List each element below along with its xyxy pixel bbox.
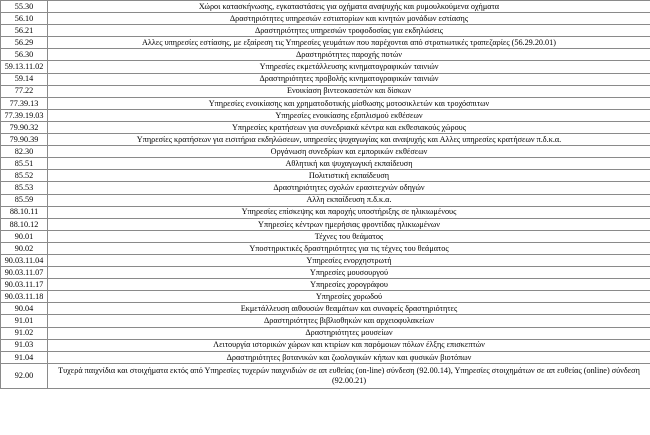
activity-description-cell: Υπηρεσίες ενορχηστρωτή bbox=[48, 254, 650, 266]
activity-code-cell: 59.14 bbox=[1, 73, 48, 85]
table-row bbox=[1, 242, 650, 254]
activity-code-cell: 90.02 bbox=[1, 242, 48, 254]
table-row bbox=[1, 134, 650, 146]
activity-description-cell: Πολιτιστική εκπαίδευση bbox=[48, 170, 650, 182]
activity-code-cell: 92.00 bbox=[1, 363, 48, 388]
activity-code-cell: 88.10.11 bbox=[1, 206, 48, 218]
table-row bbox=[1, 37, 650, 49]
activity-code-cell: 85.51 bbox=[1, 158, 48, 170]
activity-description-cell: Υπηρεσίες ενοικίασης εξοπλισμού εκθέσεων bbox=[48, 109, 650, 121]
table-body bbox=[1, 1, 650, 389]
activity-description-cell: Υπηρεσίες μουσουργού bbox=[48, 267, 650, 279]
activity-code-cell: 91.02 bbox=[1, 327, 48, 339]
table-row bbox=[1, 97, 650, 109]
activity-description-cell: Υποστηρικτικές δραστηριότητες για τις τέχνες του θεάματος bbox=[48, 242, 650, 254]
activity-code-cell: 77.39.19.03 bbox=[1, 109, 48, 121]
activity-code-cell: 85.52 bbox=[1, 170, 48, 182]
activity-description-cell: Δραστηριότητες υπηρεσιών εστιατορίων και κινητών μονάδων εστίασης bbox=[48, 13, 650, 25]
activity-description-cell: Δραστηριότητες σχολών ερασιτεχνών οδηγών bbox=[48, 182, 650, 194]
activity-description-cell: Υπηρεσίες χορωδού bbox=[48, 291, 650, 303]
table-row bbox=[1, 254, 650, 266]
activity-description-cell: Υπηρεσίες κέντρων ημερήσιας φροντίδας ηλικιωμένων bbox=[48, 218, 650, 230]
table-row bbox=[1, 85, 650, 97]
activity-description-cell: Ενοικίαση βιντεοκασετών και δίσκων bbox=[48, 85, 650, 97]
activity-code-cell: 77.22 bbox=[1, 85, 48, 97]
activity-code-cell: 90.03.11.17 bbox=[1, 279, 48, 291]
table-row bbox=[1, 339, 650, 351]
table-row bbox=[1, 61, 650, 73]
activity-description-cell: Αθλητική και ψυχαγωγική εκπαίδευση bbox=[48, 158, 650, 170]
activity-description-cell: Υπηρεσίες εκμετάλλευσης κινηματογραφικών ταινιών bbox=[48, 61, 650, 73]
activity-description-cell: Λειτουργία ιστορικών χώρων και κτιρίων και παρόμοιων πόλων έλξης επισκεπτών bbox=[48, 339, 650, 351]
activity-code-cell: 79.90.39 bbox=[1, 134, 48, 146]
activity-code-cell: 79.90.32 bbox=[1, 121, 48, 133]
table-row bbox=[1, 158, 650, 170]
activity-code-cell: 90.03.11.18 bbox=[1, 291, 48, 303]
table-row bbox=[1, 267, 650, 279]
table-row bbox=[1, 230, 650, 242]
activity-code-cell: 55.30 bbox=[1, 1, 48, 13]
activity-description-cell: Υπηρεσίες επίσκεψης και παροχής υποστήριξης σε ηλικιωμένους bbox=[48, 206, 650, 218]
table-row bbox=[1, 13, 650, 25]
table-row bbox=[1, 121, 650, 133]
table-row bbox=[1, 25, 650, 37]
activity-code-cell: 91.04 bbox=[1, 351, 48, 363]
activity-description-cell: Δραστηριότητες παροχής ποτών bbox=[48, 49, 650, 61]
activity-description-cell: Δραστηριότητες προβολής κινηματογραφικών ταινιών bbox=[48, 73, 650, 85]
activity-description-cell: Χώροι κατασκήνωσης, εγκαταστάσεις για οχήματα αναψυχής και ρυμουλκούμενα οχήματα bbox=[48, 1, 650, 13]
activity-description-cell: Υπηρεσίες χορογράφου bbox=[48, 279, 650, 291]
activity-code-cell: 90.03.11.04 bbox=[1, 254, 48, 266]
table-row bbox=[1, 351, 650, 363]
activity-description-cell: Οργάνωση συνεδρίων και εμπορικών εκθέσεων bbox=[48, 146, 650, 158]
table-row bbox=[1, 49, 650, 61]
activity-code-cell: 91.03 bbox=[1, 339, 48, 351]
activity-code-cell: 85.59 bbox=[1, 194, 48, 206]
table-row bbox=[1, 146, 650, 158]
activity-description-cell: Υπηρεσίες ενοικίασης και χρηματοδοτικής μίσθωσης μοτοσικλετών και τροχόσπιτων bbox=[48, 97, 650, 109]
table-row bbox=[1, 1, 650, 13]
activity-code-cell: 90.01 bbox=[1, 230, 48, 242]
table-row bbox=[1, 303, 650, 315]
activity-code-cell: 56.29 bbox=[1, 37, 48, 49]
activity-code-cell: 56.30 bbox=[1, 49, 48, 61]
activity-description-cell: Αλλη εκπαίδευση π.δ.κ.α. bbox=[48, 194, 650, 206]
activity-code-cell: 91.01 bbox=[1, 315, 48, 327]
activity-code-cell: 56.10 bbox=[1, 13, 48, 25]
table-row bbox=[1, 279, 650, 291]
table-row bbox=[1, 73, 650, 85]
table-row bbox=[1, 194, 650, 206]
table-row bbox=[1, 315, 650, 327]
activity-code-cell: 88.10.12 bbox=[1, 218, 48, 230]
table-row bbox=[1, 327, 650, 339]
table-row bbox=[1, 109, 650, 121]
table-row bbox=[1, 218, 650, 230]
activity-description-cell: Εκμετάλλευση αιθουσών θεαμάτων και συναφείς δραστηριότητες bbox=[48, 303, 650, 315]
activity-code-cell: 90.03.11.07 bbox=[1, 267, 48, 279]
activity-description-cell: Αλλες υπηρεσίες εστίασης, με εξαίρεση τις Υπηρεσίες γευμάτων που παρέχονται από στρατιωτικές τραπεζαρίες (56.29.20.01) bbox=[48, 37, 650, 49]
table-row bbox=[1, 182, 650, 194]
activity-description-cell: Υπηρεσίες κρατήσεων για εισιτήρια εκδηλώσεων, υπηρεσίες ψυχαγωγίας και αναψυχής και Αλλες υπηρεσίες κρατήσεων π.δ.κ.α. bbox=[48, 134, 650, 146]
activity-code-cell: 82.30 bbox=[1, 146, 48, 158]
table-row bbox=[1, 206, 650, 218]
activity-description-cell: Δραστηριότητες βοτανικών και ζωολογικών κήπων και φυσικών βιοτόπων bbox=[48, 351, 650, 363]
activity-description-cell: Υπηρεσίες κρατήσεων για συνεδριακά κέντρα και εκθεσιακούς χώρους bbox=[48, 121, 650, 133]
table-row bbox=[1, 170, 650, 182]
activity-description-cell: Δραστηριότητες μουσείων bbox=[48, 327, 650, 339]
activity-code-cell: 56.21 bbox=[1, 25, 48, 37]
activity-description-cell: Δραστηριότητες βιβλιοθηκών και αρχειοφυλακείων bbox=[48, 315, 650, 327]
activity-description-cell: Τυχερά παιχνίδια και στοιχήματα εκτός από Υπηρεσίες τυχερών παιχνιδιών σε απ ευθείας (on-line) σύνδεση (92.00.14), Υπηρεσίες στοιχημάτων σε απ ευθείας (online) σύνδεση (92.00.21) bbox=[48, 363, 650, 388]
activity-code-cell: 90.04 bbox=[1, 303, 48, 315]
table-row bbox=[1, 291, 650, 303]
table-row bbox=[1, 363, 650, 388]
activity-code-cell: 77.39.13 bbox=[1, 97, 48, 109]
activity-description-cell: Δραστηριότητες υπηρεσιών τροφοδοσίας για εκδηλώσεις bbox=[48, 25, 650, 37]
activity-code-cell: 59.13.11.02 bbox=[1, 61, 48, 73]
activity-description-cell: Τέχνες του θεάματος bbox=[48, 230, 650, 242]
activity-code-cell: 85.53 bbox=[1, 182, 48, 194]
